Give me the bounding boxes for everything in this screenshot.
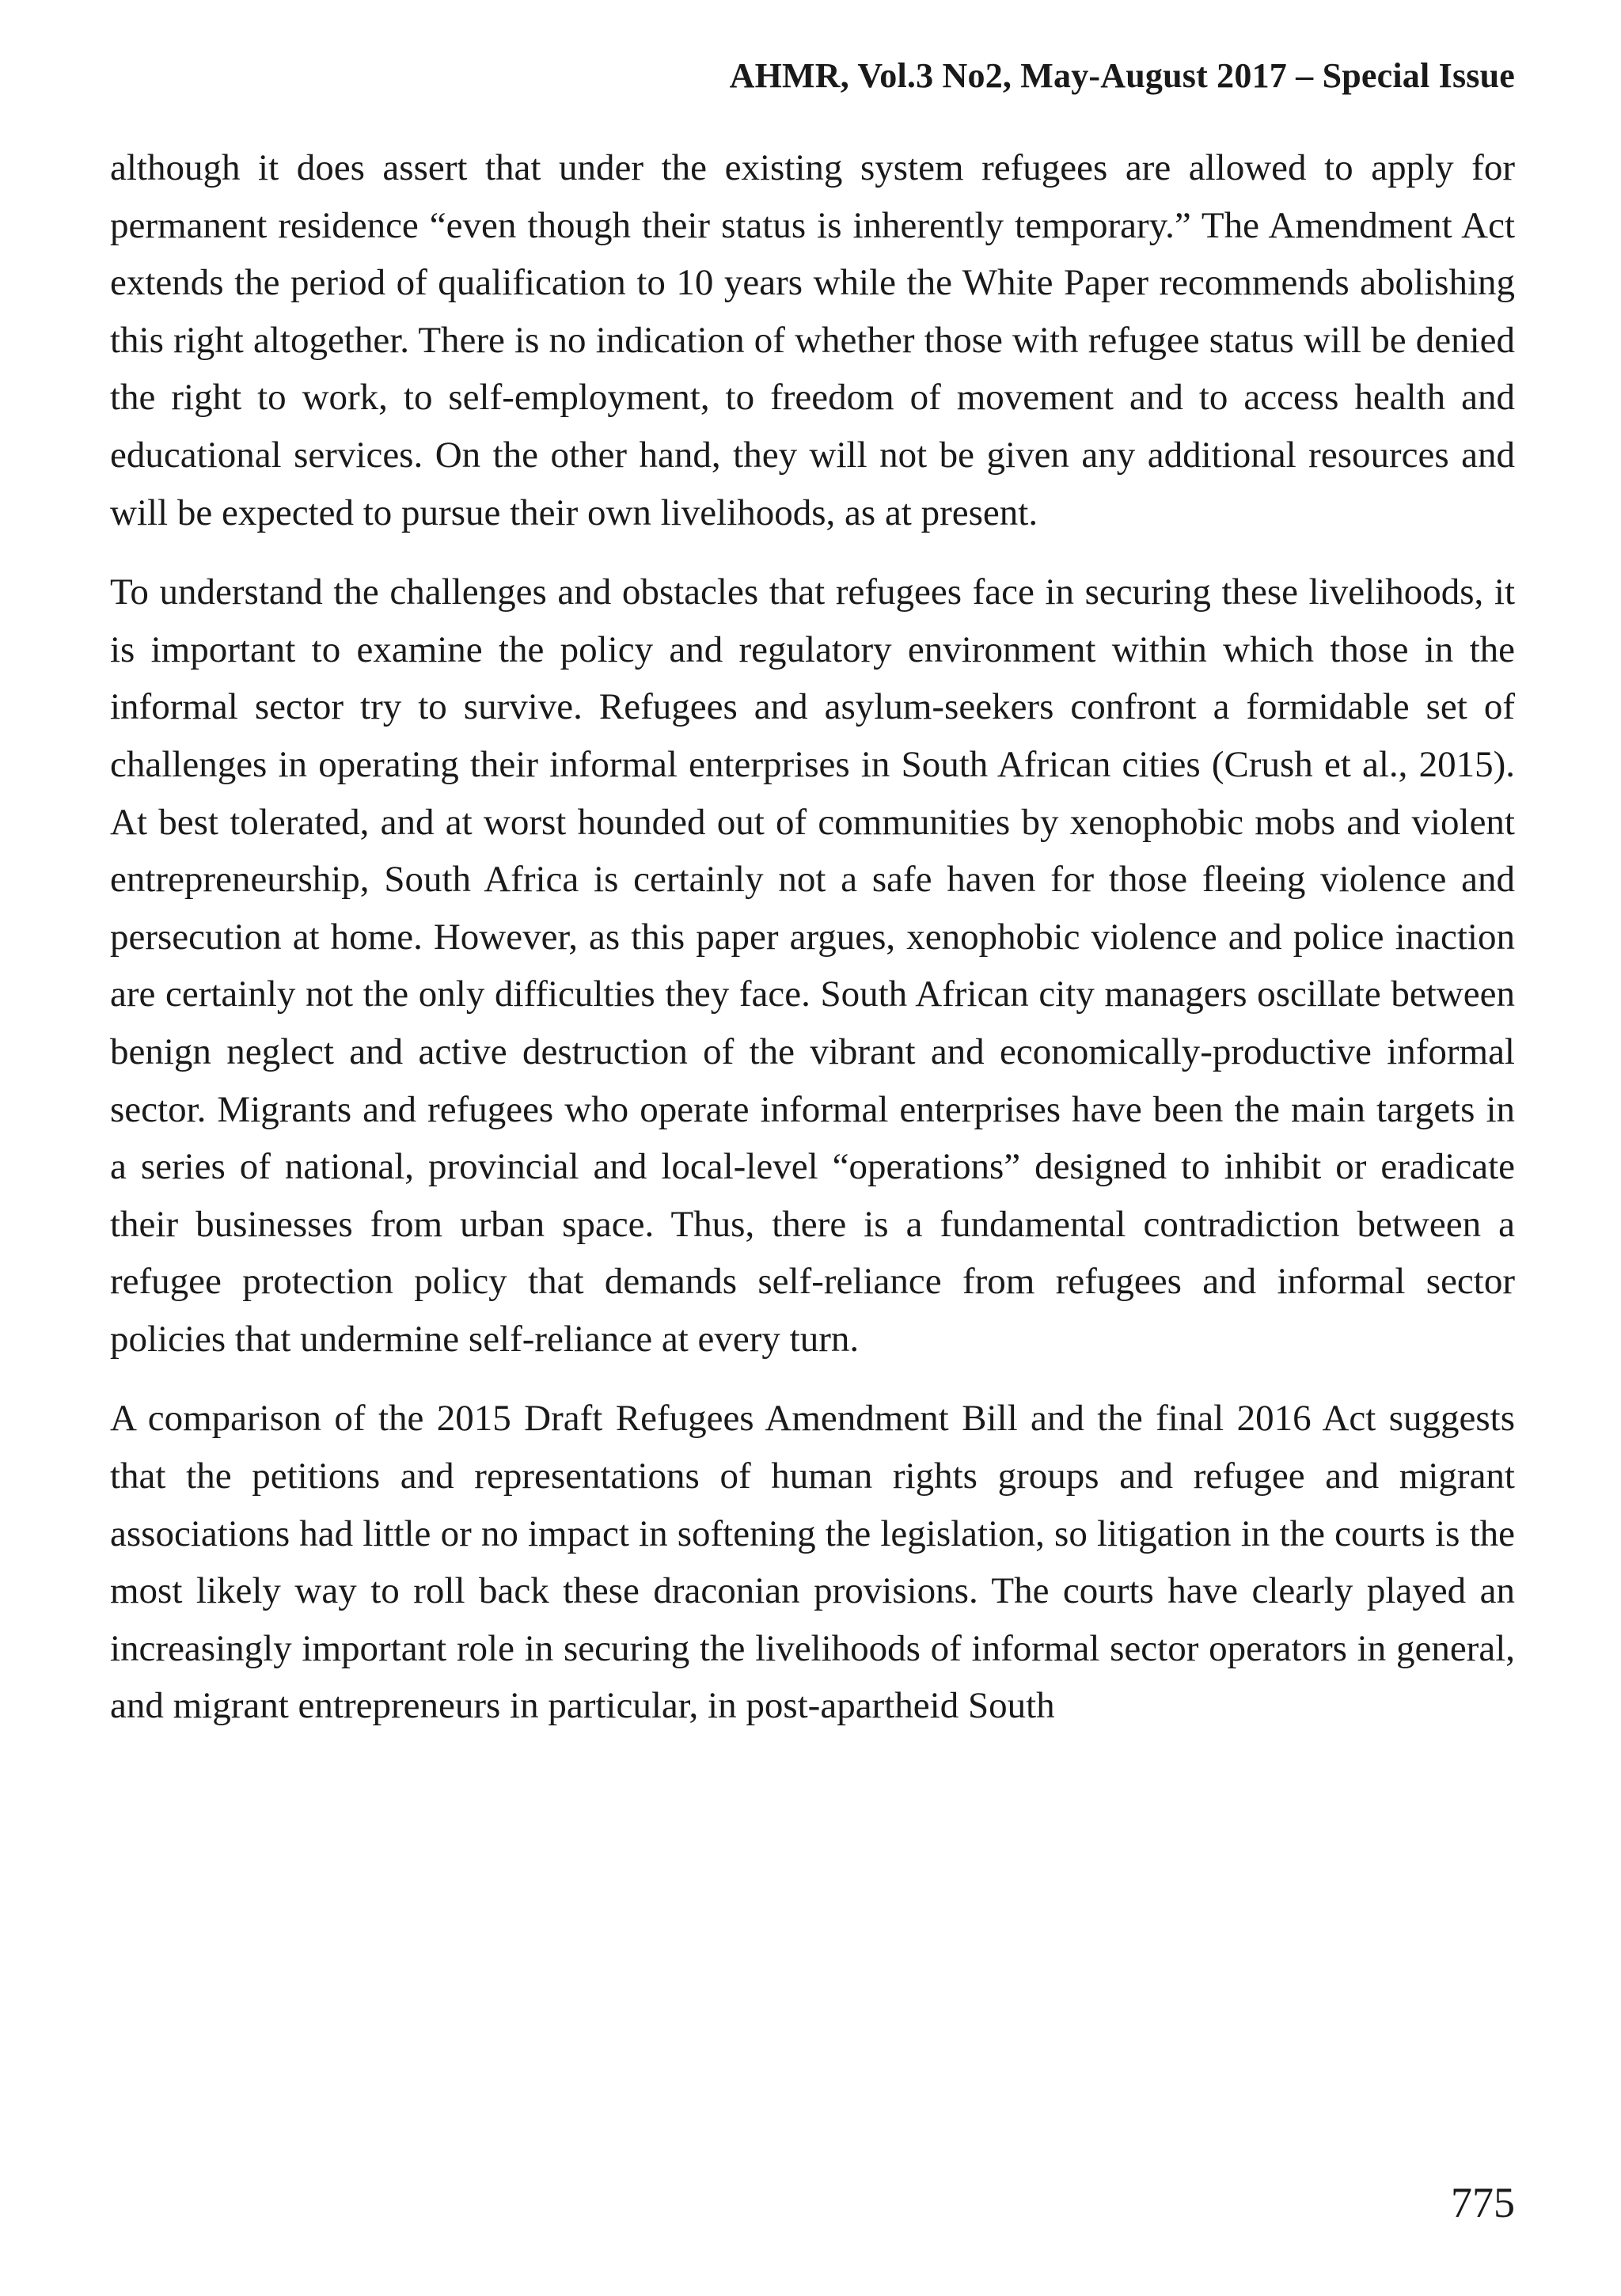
running-header: AHMR, Vol.3 No2, May-August 2017 – Special Issue [729, 56, 1515, 95]
paragraph-2: To understand the challenges and obstacles that refugees face in securing these livelihoods, it is important to examine the policy and regulatory environment within which those in the informal sector try to survive. Refugees and asylum-seekers confront a formidable set of challenges in operating their informal enterprises in South African cities (Crush et al., 2015). At best tolerated, and at worst hounded out of communities by xenophobic mobs and violent entrepreneurship, South Africa is certainly not a safe haven for those fleeing violence and persecution at home. However, as this paper argues, xenophobic violence and police inaction are certainly not the only difficulties they face. South African city managers oscillate between benign neglect and active destruction of the vibrant and economically-productive informal sector. Migrants and refugees who operate informal enterprises have been the main targets in a series of national, provincial and local-level “operations” designed to inhibit or eradicate their businesses from urban space. Thus, there is a fundamental contradiction between a refugee protection policy that demands self-reliance from refugees and informal sector policies that undermine self-reliance at every turn. [110, 571, 1515, 1360]
paragraph-1: although it does assert that under the existing system refugees are allowed to apply for permanent residence “even though their status is inherently temporary.” The Amendment Act extends the period of qualification to 10 years while the White Paper recommends abolishing this right altogether. There is no indication of whether those with refugee status will be denied the right to work, to self-employment, to freedom of movement and to access health and educational services. On the other hand, they will not be given any additional resources and will be expected to pursue their own livelihoods, as at present. [110, 147, 1515, 533]
page-number: 775 [1451, 2179, 1515, 2226]
body-text [110, 139, 1515, 1757]
paragraph-3: A comparison of the 2015 Draft Refugees Amendment Bill and the final 2016 Act suggests that the petitions and representations of human rights groups and refugee and migrant associations had little or no impact in softening the legislation, so litigation in the courts is the most likely way to roll back these draconian provisions. The courts have clearly played an increasingly important role in securing the livelihoods of informal sector operators in general, and migrant entrepreneurs in particular, in post-apartheid South [110, 1398, 1515, 1727]
